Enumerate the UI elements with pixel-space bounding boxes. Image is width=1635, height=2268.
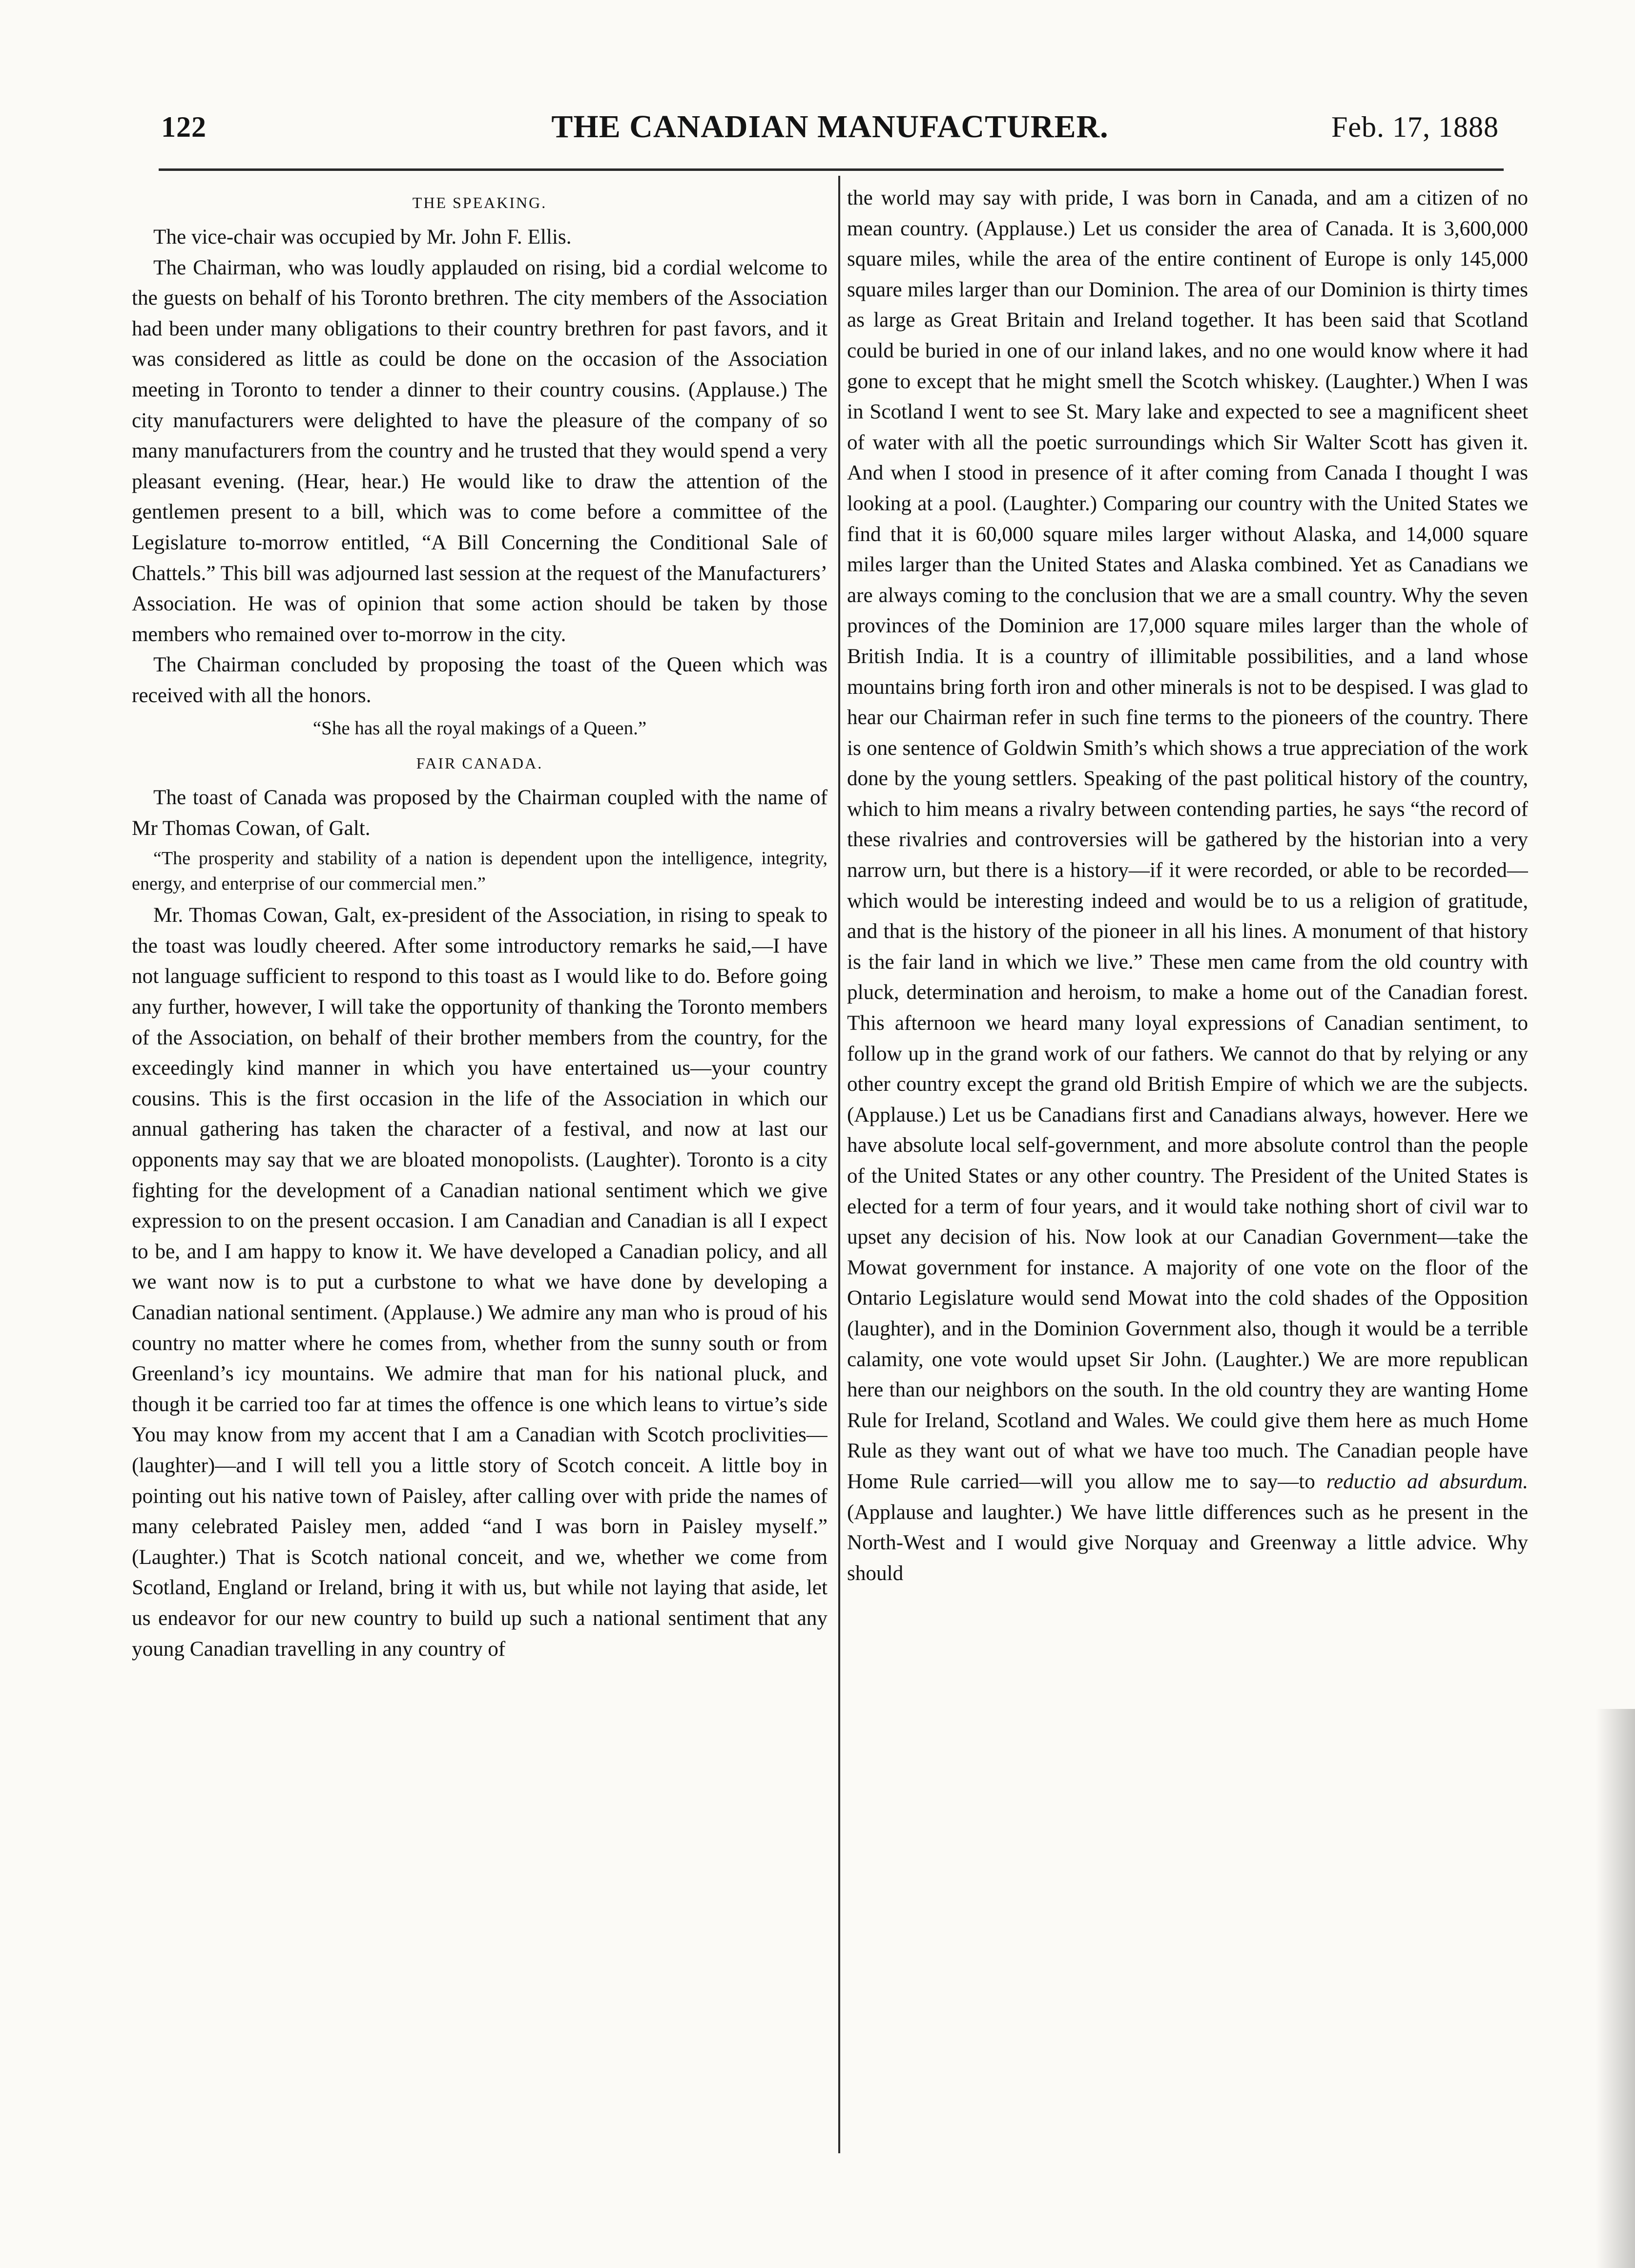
page-number: 122 — [161, 111, 207, 143]
paragraph-text-end: (Applause and laughter.) We have little differences such as he present in the North-West and I would give Norquay and Greenway a little advice. Why should — [847, 1500, 1528, 1585]
paragraph: The toast of Canada was proposed by the Chairman coupled with the name of Mr Thomas Cowan, of Galt. — [132, 786, 828, 840]
section-heading-speaking: THE SPEAKING. — [412, 194, 547, 211]
header-rule — [159, 168, 1504, 171]
toast-quote: “She has all the royal makings of a Queen.” — [312, 717, 647, 739]
right-column — [847, 183, 1528, 2158]
left-column — [132, 183, 828, 2158]
paragraph-text: the world may say with pride, I was born in Canada, and am a citizen of no mean country. (Applause.) Let us consider the area of Canada. It is 3,600,000 square miles, while the area of the entire continent of Europe is only 145,000 square miles larger than our Dominion. The area of our Dominion is thirty times as large as Great Britain and Ireland together. It has been said that Scotland could be buried in one of our inland lakes, and no one would know where it had gone to except that he might smell the Scotch whiskey. (Laughter.) When I was in Scotland I went to see St. Mary lake and expected to see a magnificent sheet of water with all the poetic surroundings which Sir Walter Scott has given it. And when I stood in presence of it after coming from Canada I thought I was looking at a pool. (Laughter.) Comparing our country with the United States we find that it is 60,000 square miles larger without Alaska, and 14,000 square miles larger than the United States and Alaska combined. Yet as Canadians we are always coming to the conclusion that we are a small country. Why the seven provinces of the Dominion are 17,000 square miles larger than the whole of British India. It is a country of illimitable possibilities, and a land whose mountains bring forth iron and other minerals is not to be despised. I was glad to hear our Chairman refer in such fine terms to the pioneers of the country. There is one sentence of Goldwin Smith’s which shows a true appreciation of the work done by the young settlers. Speaking of the past political history of the country, which to him means a rivalry between contending parties, he says “the record of these rivalries and controversies will be gathered by the historian into a very narrow urn, but there is a history—if it were recorded, or able to be recorded—which would be interesting indeed and would be to us a religion of gratitude, and that is the history of the pioneer in all his lines. A monument of that history is the fair land in which we live.” These men came from the old country with pluck, determination and heroism, to make a home out of the Canadian forest. This afternoon we heard many loyal expressions of Canadian sentiment, to follow up in the grand work of our fathers. We cannot do that by relying or any other country except the grand old British Empire of which we are the subjects. (Applause.) Let us be Canadians first and Canadians always, however. Here we have absolute local self-government, and more absolute control than the people of the United States or any other country. The President of the United States is elected for a term of four years, and it would take nothing short of civil war to upset any decision of his. Now look at our Canadian Government—take the Mowat government for instance. A majority of one vote on the floor of the Ontario Legislature would send Mowat into the cold shades of the Opposition (laughter), and in the Dominion Government also, though it would be a terrible calamity, one vote would upset Sir John. (Laughter.) We are more republican here than our neighbors on the south. In the old country they are wanting Home Rule for Ireland, Scotland and Wales. We could give them here as much Home Rule as they want out of what we have too much. The Canadian people have Home Rule carried—will you allow me to say—to — [847, 187, 1528, 1493]
paragraph: The Chairman concluded by proposing the toast of the Queen which was received with all the honors. — [132, 653, 828, 707]
page-header — [161, 105, 1499, 159]
italic-phrase: reductio ad absurdum. — [1326, 1470, 1528, 1493]
paragraph — [847, 183, 1528, 1589]
section-heading-fair-canada: FAIR CANADA. — [416, 754, 543, 772]
toast-blockquote: “The prosperity and stability of a nation is dependent upon the intelligence, integrity, energy, and enterprise of our commercial men.” — [132, 848, 828, 895]
paragraph: Mr. Thomas Cowan, Galt, ex-president of the Association, in rising to speak to the toast was loudly cheered. After some introductory remarks he said,—I have not language sufficient to respond to this toast as I would like to do. Before going any further, however, I will take the opportunity of thanking the Toronto members of the Association, on behalf of their brother members from the country, for the exceedingly kind manner in which you have entertained us—your country cousins. This is the first occasion in the life of the Association in which our annual gathering has taken the character of a festival, and now at last our opponents may say that we are bloated monopolists. (Laughter). Toronto is a city fighting for the development of a Canadian national sentiment which we give expression to on the present occasion. I am Canadian and Canadian is all I expect to be, and I am happy to know it. We have developed a Canadian policy, and all we want now is to put a curbstone to what we have done by developing a Canadian national sentiment. (Applause.) We admire any man who is proud of his country no matter where he comes from, whether from the sunny south or from Greenland’s icy mountains. We admire that man for his national pluck, and though it be carried too far at times the offence is one which leans to virtue’s side You may know from my accent that I am a Canadian with Scotch proclivities—(laughter)—and I will tell you a little story of Scotch conceit. A little boy in pointing out his native town of Paisley, after calling over with pride the names of many celebrated Paisley men, added “and I was born in Paisley myself.” (Laughter.) That is Scotch national conceit, and we, whether we come from Scotland, England or Ireland, bring it with us, but while not laying that aside, let us endeavor for our new country to build up such a national sentiment that any young Canadian travelling in any country of — [132, 904, 828, 1661]
paragraph: The vice-chair was occupied by Mr. John F. Ellis. — [153, 226, 572, 249]
journal-title: THE CANADIAN MANUFACTURER. — [551, 109, 1109, 145]
issue-date: Feb. 17, 1888 — [1331, 111, 1499, 143]
column-divider — [838, 176, 840, 2153]
paragraph: The Chairman, who was loudly applauded on rising, bid a cordial welcome to the guests on behalf of his Toronto brethren. The city members of the Association had been under many obligations to their country brethren for past favors, and it was considered as little as could be done on the occasion of the Association meeting in Toronto to tender a dinner to their country cousins. (Applause.) The city manufacturers were delighted to have the pleasure of the company of so many manufacturers from the country and he trusted that they would spend a very pleasant evening. (Hear, hear.) He would like to draw the attention of the gentlemen present to a bill, which was to come before a committee of the Legislature to-morrow entitled, “A Bill Concerning the Conditional Sale of Chattels.” This bill was adjourned last session at the request of the Manufacturers’ Association. He was of opinion that some action should be taken by those members who remained over to-morrow in the city. — [132, 256, 828, 646]
page-edge-shadow — [1596, 1709, 1635, 2268]
